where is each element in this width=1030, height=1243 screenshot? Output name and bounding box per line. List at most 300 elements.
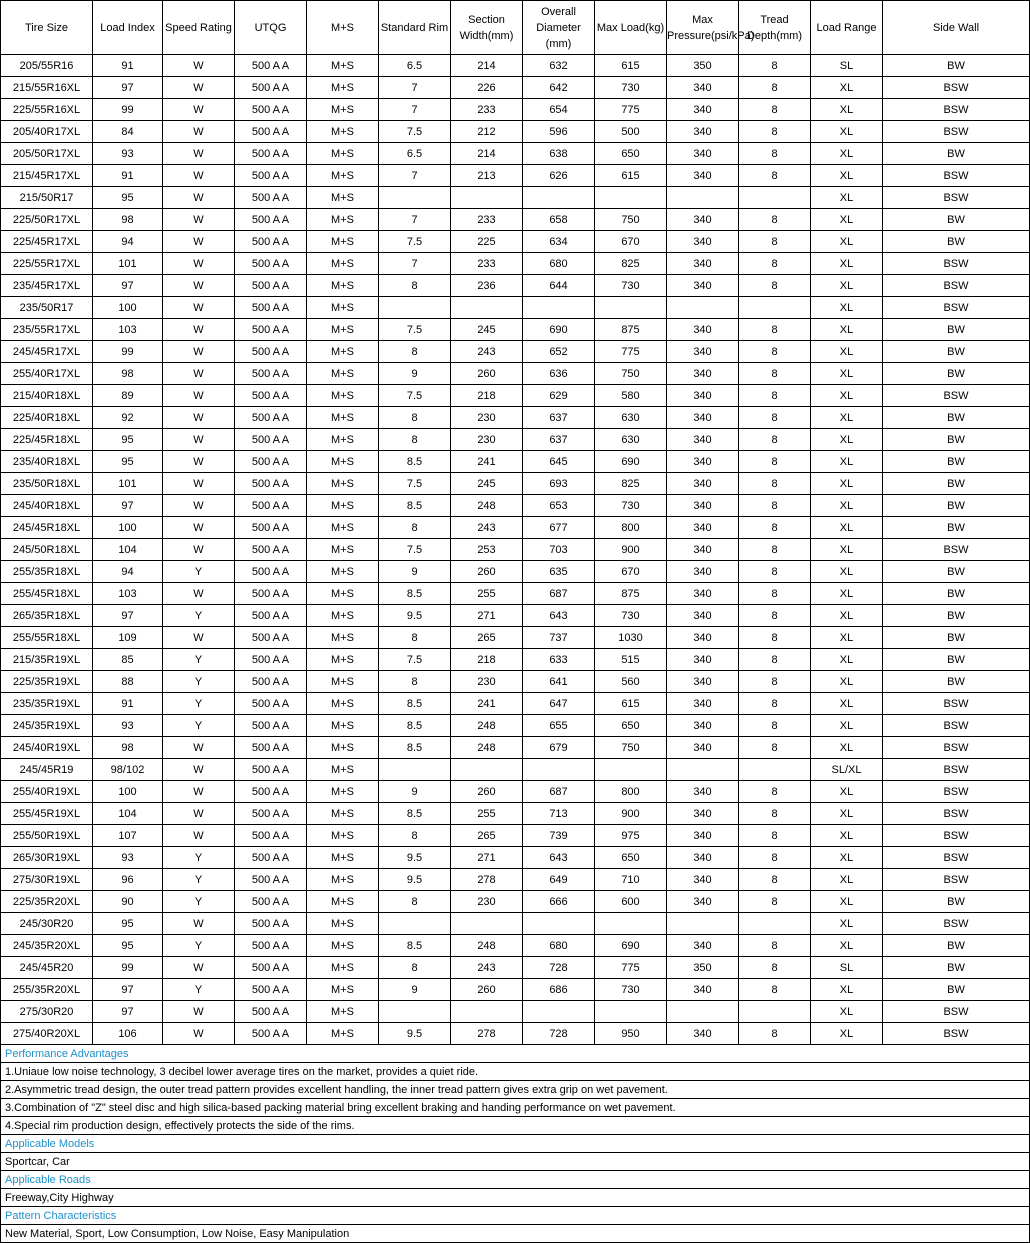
table-cell: M+S [307,803,379,825]
table-cell: 271 [451,605,523,627]
table-row [1,737,1030,759]
table-cell: 500 A A [235,121,307,143]
table-cell: 100 [93,297,163,319]
note-text: Freeway,City Highway [1,1189,1030,1207]
table-cell: 243 [451,957,523,979]
table-row [1,539,1030,561]
table-cell: M+S [307,715,379,737]
table-row [1,209,1030,231]
table-row [1,385,1030,407]
table-cell: 500 A A [235,77,307,99]
table-cell: 218 [451,385,523,407]
table-cell: 636 [523,363,595,385]
table-cell: 500 A A [235,297,307,319]
table-row [1,517,1030,539]
table-cell: SL/XL [811,759,883,781]
table-cell: 7.5 [379,231,451,253]
table-cell: 235/50R18XL [1,473,93,495]
table-cell: 255/45R18XL [1,583,93,605]
table-cell: BSW [883,165,1030,187]
table-cell: BW [883,649,1030,671]
table-cell: M+S [307,781,379,803]
table-cell: 500 A A [235,99,307,121]
table-cell: 687 [523,583,595,605]
table-cell: 99 [93,957,163,979]
section-heading-row [1,1207,1030,1225]
table-cell: W [163,1001,235,1023]
table-cell: 8 [739,605,811,627]
table-row [1,671,1030,693]
table-cell: 500 A A [235,539,307,561]
table-cell: M+S [307,627,379,649]
table-cell: 615 [595,693,667,715]
table-cell: SL [811,957,883,979]
table-cell: 7 [379,77,451,99]
table-cell: 8 [739,847,811,869]
table-cell: 340 [667,737,739,759]
table-cell: BW [883,363,1030,385]
column-header: Side Wall [883,1,1030,55]
table-cell: 8 [739,429,811,451]
table-cell: 8 [739,1023,811,1045]
table-cell: XL [811,99,883,121]
table-cell: 253 [451,539,523,561]
table-cell: BW [883,671,1030,693]
table-cell: XL [811,385,883,407]
table-cell [523,1001,595,1023]
table-cell: XL [811,715,883,737]
table-cell: 8 [739,55,811,77]
table-cell: W [163,759,235,781]
table-cell: 350 [667,957,739,979]
table-cell: 340 [667,561,739,583]
table-cell: Y [163,869,235,891]
table-cell: BSW [883,913,1030,935]
table-cell: W [163,55,235,77]
table-cell [595,187,667,209]
table-cell [379,759,451,781]
table-cell: XL [811,209,883,231]
table-row [1,803,1030,825]
table-cell: 260 [451,979,523,1001]
section-heading: Performance Advantages [1,1045,1030,1063]
table-cell: 630 [595,429,667,451]
table-cell: 94 [93,231,163,253]
table-row [1,121,1030,143]
table-cell: 230 [451,407,523,429]
table-cell: 650 [595,847,667,869]
table-cell: XL [811,517,883,539]
table-cell [523,187,595,209]
table-cell: 500 A A [235,341,307,363]
table-row [1,341,1030,363]
note-text: New Material, Sport, Low Consumption, Low Noise, Easy Manipulation [1,1225,1030,1243]
table-cell: BSW [883,781,1030,803]
table-cell: 690 [595,451,667,473]
table-cell: 9 [379,363,451,385]
table-cell: 670 [595,561,667,583]
table-cell: 9.5 [379,605,451,627]
table-cell: 8.5 [379,935,451,957]
table-cell: BSW [883,847,1030,869]
table-cell: XL [811,77,883,99]
table-cell: 644 [523,275,595,297]
table-cell: 350 [667,55,739,77]
section-heading: Applicable Models [1,1135,1030,1153]
table-cell: 728 [523,1023,595,1045]
table-cell: 215/40R18XL [1,385,93,407]
table-cell: 800 [595,781,667,803]
table-cell: 9.5 [379,847,451,869]
table-cell [451,1001,523,1023]
table-row [1,913,1030,935]
table-cell: 340 [667,627,739,649]
table-cell: Y [163,605,235,627]
table-cell: XL [811,275,883,297]
table-cell: M+S [307,253,379,275]
table-row [1,231,1030,253]
table-cell: 212 [451,121,523,143]
table-cell: W [163,583,235,605]
table-cell [739,913,811,935]
table-cell: 8.5 [379,451,451,473]
table-cell: W [163,319,235,341]
table-cell: 248 [451,495,523,517]
table-cell: 500 A A [235,407,307,429]
table-cell: XL [811,341,883,363]
table-cell: W [163,187,235,209]
table-row [1,869,1030,891]
table-cell: 8.5 [379,737,451,759]
table-cell: BSW [883,253,1030,275]
table-cell: W [163,121,235,143]
table-cell: 775 [595,341,667,363]
table-cell: 243 [451,341,523,363]
table-cell: BW [883,935,1030,957]
table-cell: XL [811,913,883,935]
table-cell: 775 [595,99,667,121]
table-cell: 690 [523,319,595,341]
section-heading: Pattern Characteristics [1,1207,1030,1225]
table-cell: 500 A A [235,231,307,253]
table-cell: XL [811,319,883,341]
table-cell: 8 [739,583,811,605]
table-cell: 8 [739,561,811,583]
table-cell: 255/50R19XL [1,825,93,847]
table-row [1,319,1030,341]
table-cell: 98 [93,737,163,759]
table-cell: BW [883,429,1030,451]
table-cell: 8 [739,627,811,649]
table-cell: 500 A A [235,913,307,935]
table-cell: 84 [93,121,163,143]
table-cell: 213 [451,165,523,187]
table-cell [379,913,451,935]
table-cell: 975 [595,825,667,847]
table-cell: 686 [523,979,595,1001]
table-cell [451,297,523,319]
table-cell: 340 [667,77,739,99]
table-cell: 775 [595,957,667,979]
table-cell [379,297,451,319]
column-header: Speed Rating [163,1,235,55]
table-cell: XL [811,429,883,451]
table-row [1,935,1030,957]
table-cell: M+S [307,891,379,913]
table-cell: XL [811,825,883,847]
column-header: Tire Size [1,1,93,55]
table-cell: 255/45R19XL [1,803,93,825]
table-cell: BW [883,891,1030,913]
table-cell: XL [811,363,883,385]
note-text: 2.Asymmetric tread design, the outer tread pattern provides excellent handling, the inner tread pattern gives extra grip on wet pavement. [1,1081,1030,1099]
table-cell: M+S [307,979,379,1001]
table-cell: 340 [667,341,739,363]
table-cell: 91 [93,55,163,77]
table-cell: 8 [739,363,811,385]
table-cell [739,187,811,209]
table-cell: 235/55R17XL [1,319,93,341]
table-cell: 500 A A [235,803,307,825]
table-cell: 8 [739,473,811,495]
table-cell: 340 [667,539,739,561]
table-cell: 638 [523,143,595,165]
table-cell: W [163,451,235,473]
table-cell: 687 [523,781,595,803]
table-cell: BSW [883,539,1030,561]
table-cell: 654 [523,99,595,121]
table-cell [667,297,739,319]
table-cell: 340 [667,121,739,143]
table-cell [379,187,451,209]
table-cell: 9 [379,781,451,803]
table-cell: 93 [93,847,163,869]
table-cell: M+S [307,341,379,363]
table-cell: 233 [451,99,523,121]
table-cell: 8 [379,671,451,693]
table-cell: W [163,781,235,803]
table-cell: 637 [523,429,595,451]
table-row [1,165,1030,187]
table-cell: M+S [307,385,379,407]
table-cell: 8.5 [379,495,451,517]
table-cell: 8 [739,385,811,407]
table-cell [595,913,667,935]
table-row [1,957,1030,979]
column-header: Overall Diameter (mm) [523,1,595,55]
table-cell: M+S [307,473,379,495]
table-cell: 8 [739,407,811,429]
table-cell: 109 [93,627,163,649]
table-cell: XL [811,1023,883,1045]
table-cell: 233 [451,209,523,231]
table-cell: 652 [523,341,595,363]
table-cell: 500 A A [235,891,307,913]
table-cell: XL [811,891,883,913]
table-cell: 7.5 [379,649,451,671]
table-cell: M+S [307,825,379,847]
table-cell: 85 [93,649,163,671]
table-cell: 8 [739,341,811,363]
column-header: UTQG [235,1,307,55]
table-cell: 98 [93,363,163,385]
table-row [1,55,1030,77]
table-cell: 560 [595,671,667,693]
table-cell: W [163,275,235,297]
table-cell: BSW [883,187,1030,209]
table-cell: XL [811,473,883,495]
table-cell: 8 [739,715,811,737]
table-cell: BW [883,495,1030,517]
table-cell [739,1001,811,1023]
table-cell: 225/55R17XL [1,253,93,275]
table-cell: 104 [93,539,163,561]
table-row [1,187,1030,209]
table-cell: 245/45R19 [1,759,93,781]
table-cell: BSW [883,693,1030,715]
table-cell: 875 [595,583,667,605]
table-cell: 99 [93,99,163,121]
table-cell: 8 [739,891,811,913]
table-cell: 8.5 [379,693,451,715]
table-cell: BW [883,341,1030,363]
table-cell: 580 [595,385,667,407]
column-header: Max Load(kg) [595,1,667,55]
table-cell: 8 [379,407,451,429]
table-cell: 875 [595,319,667,341]
table-cell: 99 [93,341,163,363]
table-cell: 649 [523,869,595,891]
table-cell: BSW [883,99,1030,121]
table-cell: 103 [93,583,163,605]
table-cell: Y [163,891,235,913]
table-cell: XL [811,187,883,209]
table-cell [739,759,811,781]
table-cell: 97 [93,275,163,297]
table-cell: 900 [595,803,667,825]
table-cell: 8.5 [379,583,451,605]
table-cell: BW [883,143,1030,165]
table-cell: XL [811,297,883,319]
table-cell: 340 [667,319,739,341]
table-cell: 236 [451,275,523,297]
table-cell: 340 [667,517,739,539]
table-cell: XL [811,869,883,891]
section-heading-row [1,1171,1030,1189]
table-row [1,495,1030,517]
note-row [1,1189,1030,1207]
table-cell: 737 [523,627,595,649]
table-cell: 728 [523,957,595,979]
table-cell: XL [811,935,883,957]
note-text: Sportcar, Car [1,1153,1030,1171]
table-cell: 500 A A [235,473,307,495]
table-cell: W [163,253,235,275]
table-cell: 235/45R17XL [1,275,93,297]
table-cell: 100 [93,781,163,803]
table-cell: 245/40R19XL [1,737,93,759]
table-cell: 265 [451,627,523,649]
table-cell: 500 [595,121,667,143]
table-row [1,825,1030,847]
table-cell: 96 [93,869,163,891]
table-cell: 265/35R18XL [1,605,93,627]
note-row [1,1063,1030,1081]
table-cell: 92 [93,407,163,429]
table-cell: W [163,297,235,319]
table-cell: 500 A A [235,495,307,517]
table-cell: 88 [93,671,163,693]
table-cell: 205/55R16 [1,55,93,77]
table-cell: 635 [523,561,595,583]
table-cell: 655 [523,715,595,737]
table-cell: XL [811,121,883,143]
table-cell: M+S [307,913,379,935]
table-row [1,847,1030,869]
table-cell: W [163,165,235,187]
table-cell: 215/55R16XL [1,77,93,99]
table-cell: M+S [307,363,379,385]
table-cell: 94 [93,561,163,583]
table-cell: W [163,913,235,935]
table-cell: 500 A A [235,715,307,737]
table-cell: BW [883,319,1030,341]
table-cell: M+S [307,737,379,759]
table-cell: BSW [883,1023,1030,1045]
table-cell: 8 [379,517,451,539]
table-cell [667,913,739,935]
table-row [1,627,1030,649]
table-cell: M+S [307,275,379,297]
table-cell: 8 [379,957,451,979]
table-cell: 8 [379,825,451,847]
table-cell: 104 [93,803,163,825]
table-row [1,275,1030,297]
table-cell: 255 [451,803,523,825]
table-cell: 739 [523,825,595,847]
table-cell: 6.5 [379,55,451,77]
table-cell: 9.5 [379,1023,451,1045]
table-row [1,605,1030,627]
table-cell: Y [163,847,235,869]
table-cell: 225/45R17XL [1,231,93,253]
table-cell: 241 [451,693,523,715]
table-cell: 500 A A [235,1001,307,1023]
table-cell: 800 [595,517,667,539]
header-row [1,1,1030,55]
table-cell: 500 A A [235,319,307,341]
table-cell: 225/50R17XL [1,209,93,231]
table-cell: 677 [523,517,595,539]
table-cell: 255/40R19XL [1,781,93,803]
table-cell: 8 [739,825,811,847]
table-cell: 500 A A [235,561,307,583]
table-cell: 248 [451,715,523,737]
table-cell: 630 [595,407,667,429]
column-header: Section Width(mm) [451,1,523,55]
table-cell: 600 [595,891,667,913]
table-cell: M+S [307,869,379,891]
table-cell: BW [883,209,1030,231]
table-cell [523,297,595,319]
table-cell: 101 [93,253,163,275]
table-cell: M+S [307,209,379,231]
table-cell: 340 [667,209,739,231]
table-cell: 275/40R20XL [1,1023,93,1045]
table-cell: 730 [595,77,667,99]
table-cell: XL [811,605,883,627]
table-cell: 7.5 [379,319,451,341]
